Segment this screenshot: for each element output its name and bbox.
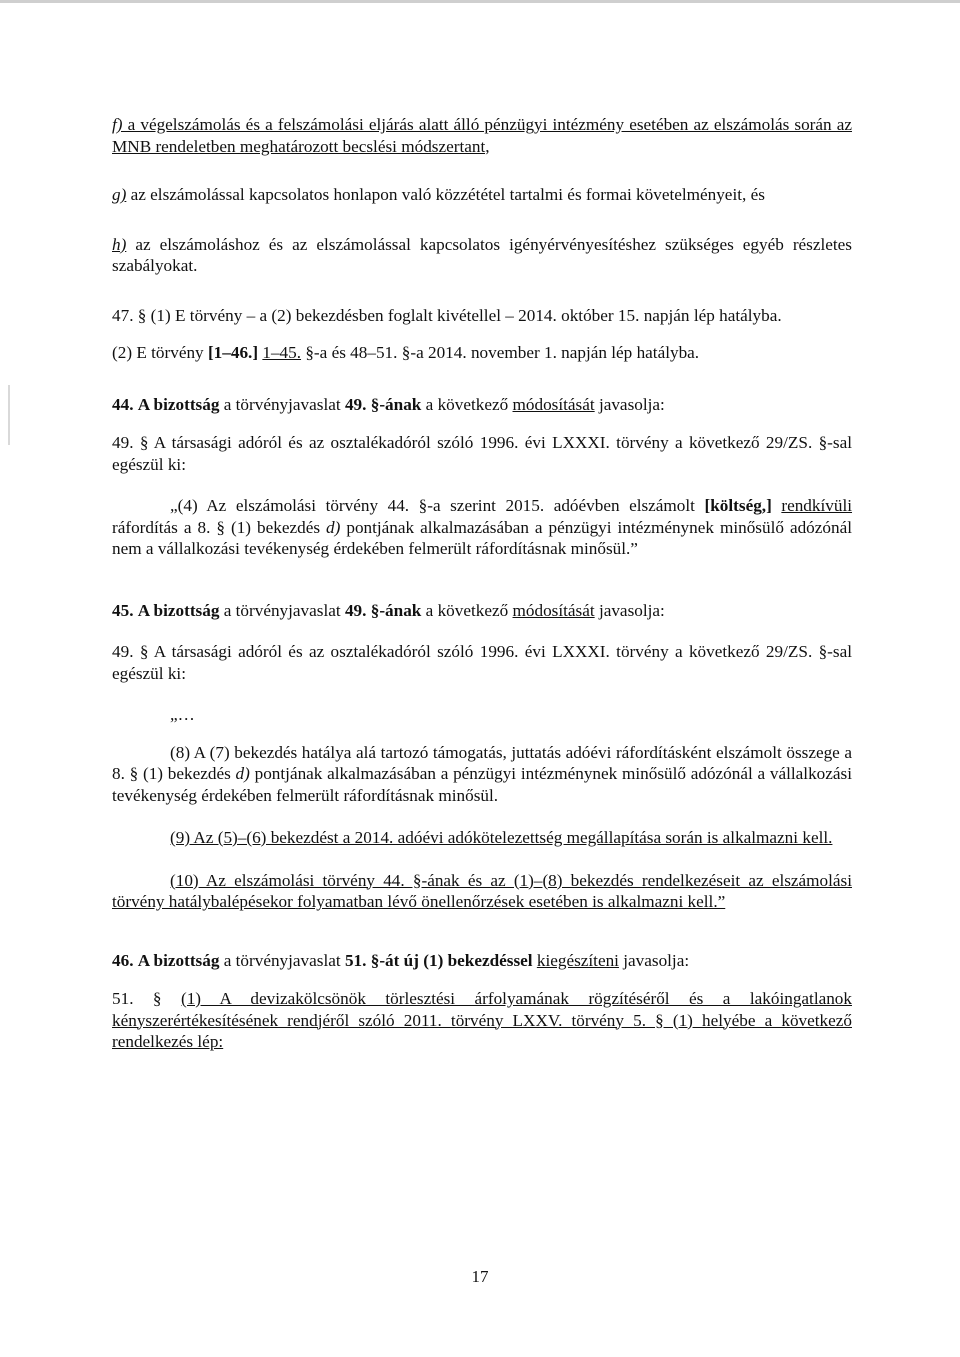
- text-run: pontjának alkalmazásában a pénzügyi intézménynek minősülő adózónál nem a vállalkozási tevékenység érdekében felmerült ráfordításnak minősül.”: [112, 517, 852, 558]
- text-run: „(4) Az elszámolási törvény 44. §-a szerint 2015. adóévben elszámolt: [170, 496, 705, 515]
- struck-text: [1–46.]: [207, 343, 259, 362]
- page-number: 17: [471, 1267, 489, 1286]
- paragraph-9: (9) Az (5)–(6) bekezdést a 2014. adóévi adókötelezettség megállapítása során is alkalmazni kell.: [170, 828, 833, 847]
- section-47-para-1: 47. § (1) E törvény – a (2) bekezdésben foglalt kivétellel – 2014. október 15. napján lép hatályba.: [112, 305, 782, 325]
- section-ref: 49. §-ának: [344, 600, 422, 620]
- scan-top-edge: [0, 0, 960, 3]
- section-ref: 49. §-ának: [344, 394, 422, 414]
- action-word: módosítását: [512, 600, 595, 620]
- paragraph-g: [112, 184, 852, 206]
- action-word: módosítását: [512, 394, 595, 414]
- amendment-44-intro: 49. § A társasági adóról és az osztalékadóról szóló 1996. évi LXXXI. törvény a következő 29/ZS. §-sal egészül ki:: [112, 433, 852, 474]
- item-letter: h): [112, 234, 127, 254]
- text-run: a következő: [421, 394, 513, 414]
- text-run: javasolja:: [594, 600, 665, 620]
- amendment-number: 44.: [112, 394, 134, 414]
- item-letter: f): [112, 115, 123, 134]
- inserted-text: (1) A devizakölcsönök törlesztési árfolyamának rögzítéséről és a lakóingatlanok kényszerértékesítésének rendjéről szóló 2011. törvény LXXV. törvény 5. § (1) helyébe a következő rendelkezés lép:: [112, 989, 852, 1051]
- text-run: (2) E törvény: [112, 343, 208, 362]
- document-page: [112, 114, 852, 1053]
- point-letter: d): [326, 517, 341, 537]
- text-run: javasolja:: [594, 394, 665, 414]
- action-word: kiegészíteni: [536, 950, 619, 970]
- paragraph-h: [112, 234, 852, 277]
- item-text: az elszámoláshoz és az elszámolással kapcsolatos igényérvényesítéshez szükséges egyéb részletes szabályokat.: [112, 234, 852, 275]
- text-run: §-a és 48–51. §-a 2014. november 1. napján lép hatályba.: [301, 343, 700, 362]
- amendment-45-intro: 49. § A társasági adóról és az osztalékadóról szóló 1996. évi LXXXI. törvény a következő 29/ZS. §-sal egészül ki:: [112, 642, 852, 683]
- committee-label: A bizottság: [137, 394, 220, 414]
- paragraph-8: [112, 742, 852, 807]
- quote-ellipsis: „…: [170, 705, 195, 724]
- point-letter: d): [235, 764, 250, 783]
- text-run: [772, 496, 782, 515]
- amendment-heading-46: [112, 950, 852, 972]
- amendment-number: 45.: [112, 600, 134, 620]
- amendment-46-text: [112, 988, 852, 1053]
- text-run: pontjának alkalmazásában a pénzügyi intézménynek minősülő adózónál a vállalkozási tevékenység érdekében felmerült ráfordításnak minősül.: [112, 764, 852, 805]
- section-ref: 51. §-át új (1) bekezdéssel: [344, 950, 533, 970]
- text-run: ráfordítás a 8. § (1) bekezdés: [112, 517, 327, 537]
- amendment-number: 46.: [112, 950, 134, 970]
- text-run: 51. §: [112, 989, 181, 1008]
- paragraph-f: [112, 114, 852, 157]
- section-47-para-2: [112, 342, 852, 364]
- committee-label: A bizottság: [137, 600, 220, 620]
- inserted-text: 1–45.: [262, 343, 302, 362]
- text-run: javasolja:: [618, 950, 690, 970]
- amendment-heading-45: [112, 600, 852, 622]
- text-run: (8) A (7) bekezdés hatálya alá tartozó támogatás, juttatás adóévi ráfordításként elszámolt összege a 8. § (1) bekezdés: [112, 742, 852, 783]
- struck-text: [költség,]: [704, 496, 772, 515]
- inserted-text: rendkívüli: [781, 496, 853, 515]
- amendment-44-quote: [112, 495, 852, 560]
- committee-label: A bizottság: [137, 950, 220, 970]
- paragraph-10: (10) Az elszámolási törvény 44. §-ának és az (1)–(8) bekezdés rendelkezéseit az elszámolási törvény hatálybalépésekor folyamatban lévő önellenőrzések esetében is alkalmazni kell.”: [112, 870, 852, 911]
- scan-margin-mark: [8, 385, 10, 445]
- text-run: a törvényjavaslat: [219, 394, 345, 414]
- text-run: a törvényjavaslat: [219, 600, 345, 620]
- amendment-heading-44: [112, 394, 852, 416]
- text-run: a törvényjavaslat: [219, 950, 345, 970]
- text-run: a következő: [421, 600, 513, 620]
- item-letter: g): [112, 185, 127, 204]
- item-text: a végelszámolás és a felszámolási eljárás alatt álló pénzügyi intézmény esetében az elszámolás során az MNB rendeletben meghatározott becslési módszertant,: [112, 115, 852, 156]
- item-text: az elszámolással kapcsolatos honlapon való közzététel tartalmi és formai követelményeit, és: [126, 185, 765, 204]
